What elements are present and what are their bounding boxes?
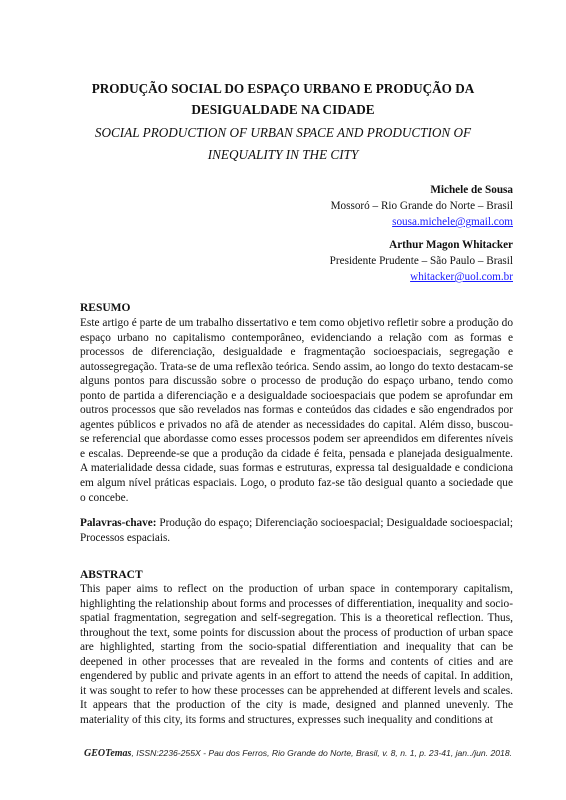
title-portuguese: PRODUÇÃO SOCIAL DO ESPAÇO URBANO E PRODUÇÃO DA DESIGUALDADE NA CIDADE [91, 81, 475, 117]
resumo-text: Este artigo é parte de um trabalho dissertativo e tem como objetivo refletir sobre a produção do espaço urbano no capitalismo contemporâneo, evidenciando a relação com as formas e processos de diferenciação, desigualdade e fragmentação socioespaciais, segregação e autossegregação. Trata-se de uma reflexão teórica. Sendo assim, ao longo do texto destacam-se alguns pontos para discussão sobre o processo de produção do espaço urbano, tendo como ponto de partida a diferenciação e a desigualdade socioespaciais que podem se aprofundar em outros processos que são revelados nas formas e conteúdos das cidades e são engendrados por agentes públicos e privados no afã de atender as necessidades do capital. Além disso, buscou-se referencial que abordasse como esses processos podem ser apreendidos em diferentes níveis e escalas. Depreende-se que a produção da cidade é feita, pensada e planejada desigualmente. A materialidade dessa cidade, suas formas e estruturas, expressa tal desigualdade e condiciona em algum nível práticas espaciais. Logo, o produto faz-se tão desigual quanto a sociedade que o concebe. [80, 317, 513, 504]
author-block [330, 237, 513, 285]
keywords-text: Produção do espaço; Diferenciação socioespacial; Desigualdade socioespacial; Processos espaciais. [80, 517, 513, 544]
author-email-link[interactable]: whitacker@uol.com.br [410, 271, 513, 283]
author-affiliation: Mossoró – Rio Grande do Norte – Brasil [330, 200, 513, 212]
title-english: SOCIAL PRODUCTION OF URBAN SPACE AND PRODUCTION OF INEQUALITY IN THE CITY [94, 125, 472, 162]
keywords-label: Palavras-chave: [80, 517, 157, 529]
abstract-text: This paper aims to reflect on the production of urban space in contemporary capitalism, highlighting the relationship about forms and processes of differentiation, inequality and socio-spatial fragmentation, segregation and self-segregation. This is a theoretical reflection. Thus, throughout the text, some points for discussion about the process of production of urban space are highlighted, starting from the socio-spatial differentiation and inequality that can be deepened in other processes that are revealed in the forms and contents of cities and are engendered by public and private agents in an effort to attend the needs of capital. In addition, it was sought to refer to how these processes can be apprehended at different levels and scales. It appears that the production of the city is made, designed and planned unevenly. The materiality of this city, its forms and structures, expresses such inequality and conditions at [80, 583, 513, 726]
keywords [80, 516, 513, 545]
author-email-link[interactable]: sousa.michele@gmail.com [392, 216, 513, 228]
footer-citation: , ISSN:2236-255X - Pau dos Ferros, Rio Grande do Norte, Brasil, v. 8, n. 1, p. 23-41, jan../jun. 2018. [131, 748, 512, 758]
author-name: Arthur Magon Whitacker [389, 239, 513, 251]
abstract-heading: ABSTRACT [80, 569, 143, 581]
author-block [331, 182, 513, 230]
author-affiliation: Presidente Prudente – São Paulo – Brasil [329, 255, 513, 267]
page-footer [80, 748, 512, 759]
journal-logo: GEOTemas [84, 748, 132, 759]
author-name: Michele de Sousa [430, 184, 513, 196]
resumo-heading: RESUMO [80, 302, 131, 314]
